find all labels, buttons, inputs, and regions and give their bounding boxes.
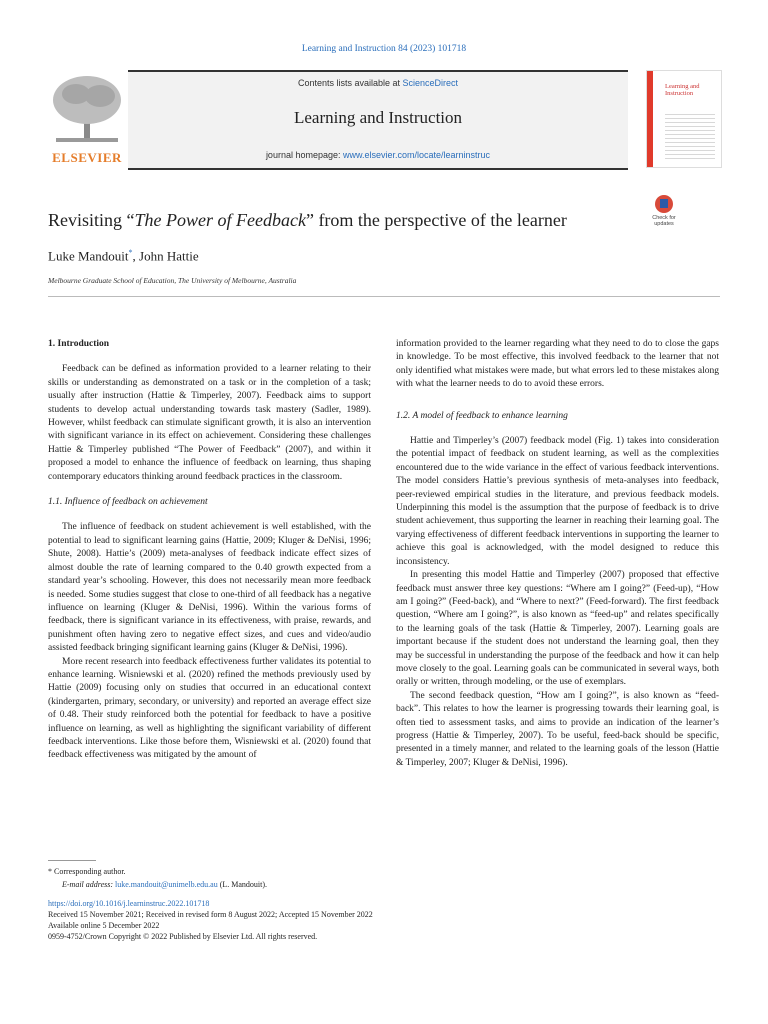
contents-line: Contents lists available at ScienceDirect: [297, 78, 459, 88]
footnote-email: E-mail address: luke.mandouit@unimelb.edu.au (L. Mandouit).: [62, 880, 268, 889]
author-name: Luke Mandouit: [48, 248, 129, 264]
footnote-divider: [48, 860, 96, 861]
journal-reference-link[interactable]: Learning and Instruction 84 (2023) 101718: [301, 44, 467, 54]
left-text-column: [48, 338, 371, 763]
author-list: Luke Mandouit*, John Hattie: [48, 248, 199, 264]
copyright-line: 0959-4752/Crown Copyright © 2022 Published by Elsevier Ltd. All rights reserved.: [48, 932, 318, 941]
journal-masthead: [48, 70, 628, 166]
paragraph: More recent research into feedback effectiveness further validates its potential to enhance learning. Wisniewski et al. (2020) refined the methods previously used by Hattie (2009) focusing only on studies that occurred in an educational context (kindergarten, primary, secondary, or university) and reported an average effect size of 0.48. Their study reinforced both the potential for feedback to have a positive influence on learning, as well as highlighting the significant variability of different feedback interventions. Like those before them, Wisniewski et al. (2020) found that feedback effectiveness was mitigated by the amount of: [48, 656, 371, 761]
cover-title: Learning and Instruction: [665, 83, 700, 97]
paragraph: Feedback can be defined as information provided to a learner relating to their skills or understanding as demonstrated on a task or in the completion of a task; usually after instruction (Hattie & Timperley, 2007). Feedback aims to support students to develop actual understanding towards task mastery (Sadler, 1989). However, whilst feedback can stimulate significant growth, it is also an intervention with significant variance in its effect on achievement. Considering these challenges Hattie & Timperley published “The Power of Feedback” (2007), and within it proposed a model to enhance the influence of feedback on learning, thus shaping contemporary educators thinking around feedback practices in the classroom.: [48, 364, 371, 482]
corresponding-author-marker[interactable]: *: [128, 248, 133, 257]
header-divider: [48, 296, 720, 297]
available-online: Available online 5 December 2022: [48, 921, 160, 930]
journal-cover-thumbnail: [646, 70, 722, 168]
check-updates-icon: [655, 195, 673, 213]
subsection-heading: 1.2. A model of feedback to enhance learning: [396, 410, 568, 421]
journal-homepage-link[interactable]: www.elsevier.com/locate/learninstruc: [343, 150, 491, 160]
footnote-corresponding: * Corresponding author.: [48, 867, 126, 876]
elsevier-wordmark: ELSEVIER: [52, 150, 122, 165]
right-text-column: [396, 338, 719, 770]
email-link[interactable]: luke.mandouit@unimelb.edu.au: [115, 880, 218, 889]
paragraph: Hattie and Timperley’s (2007) feedback model (Fig. 1) takes into consideration the potential impact of feedback on student learning, as well as the complexities encountered due to the wide variance in the effect of various feedback interventions. The model considers Hattie’s previous synthesis of meta-analyses into feedback, peer-reviewed empirical studies in the literature, and previous feedback models. Underpinning this model is the assumption that the purpose of feedback is to drive student achievement, thus supporting the learner in reaching their learning goal. The varying effectiveness of different feedback interventions in supporting the learner to achieve this goal is acknowledged, with the model designed to reduce this inconsistency.: [396, 436, 719, 567]
cover-text-lines: [665, 111, 715, 161]
check-for-updates-button[interactable]: [646, 195, 682, 229]
received-dates: Received 15 November 2021; Received in revised form 8 August 2022; Accepted 15 November 2022: [48, 910, 373, 919]
subsection-heading: 1.1. Influence of feedback on achievement: [48, 497, 208, 508]
paragraph: The influence of feedback on student achievement is well established, with the potential to lead to significant learning gains (Hattie, 2009; Kluger & DeNisi, 1996; Shute, 2008). Hattie’s (2009) meta-analyses of feedback indicate effect sizes of almost double the rate of learning compared to the 0.40 growth expected from a standard year’s schooling. However, this does not necessarily mean more feedback is needed. Some studies suggest that close to one-third of all feedback has a negative influence on learning (Kluger & DeNisi, 1996). Within the various forms of feedback, there is significant variance in its effectiveness, with praise, rewards, and punishment often having zero to negative effect sizes, and cues and video/audio assisted feedback bringing significant learning gains (Kluger & DeNisi, 1996).: [48, 522, 371, 654]
sciencedirect-link[interactable]: ScienceDirect: [402, 78, 459, 88]
paragraph: In presenting this model Hattie and Timperley (2007) proposed that effective feedback must answer three key questions: “Where am I going?” (Feed-up), “How am I going?” (Feed-back), and “Where to next?” (Feed-forward). The first feedback question, “Where am I going?”, is also known as “feed-up” and relates specifically to the learning goals of the task (Hattie & Timperley, 2007). Learning goals are important because if the student does not understand the learning goal, then they may be successful in understanding the purpose of the feedback and how it can help move closely to the goal. Learning goals can be communicated in several ways, both orally or written, through modeling, or the use of exemplars.: [396, 570, 719, 688]
article-title: Revisiting “The Power of Feedback” from the perspective of the learner: [48, 210, 567, 230]
section-heading-introduction: 1. Introduction: [48, 339, 110, 349]
article-metadata: [48, 898, 728, 942]
check-updates-label: Check for updates: [652, 215, 676, 227]
doi-link[interactable]: https://doi.org/10.1016/j.learninstruc.2022.101718: [48, 899, 210, 908]
cover-strip: [647, 71, 653, 167]
journal-homepage-line: journal homepage: www.elsevier.com/locate/learninstruc: [265, 150, 491, 160]
footnotes: [48, 860, 371, 891]
journal-title: Learning and Instruction: [293, 108, 463, 127]
paragraph: The second feedback question, “How am I going?”, is also known as “feed-back”. This relates to how the learner is progressing towards their learning goal, is often tied to assessment tasks, and aims to provide an indication of the learner’s progress (Hattie & Timperley, 2007). To be useful, feed-back should be specific, presented in a timely manner, and related to the learning goals of the lesson (Hattie & Timperley, 2007; Kluger & DeNisi, 1996).: [396, 690, 719, 768]
author-affiliation: Melbourne Graduate School of Education, The University of Melbourne, Australia: [48, 276, 297, 285]
paragraph: information provided to the learner regarding what they need to do to close the gaps in knowledge. To be most effective, this involved feedback to the learner that not only identified what mistakes were made, but what errors led to these mistakes along with what the learner needs to do to avoid these errors.: [396, 339, 719, 390]
